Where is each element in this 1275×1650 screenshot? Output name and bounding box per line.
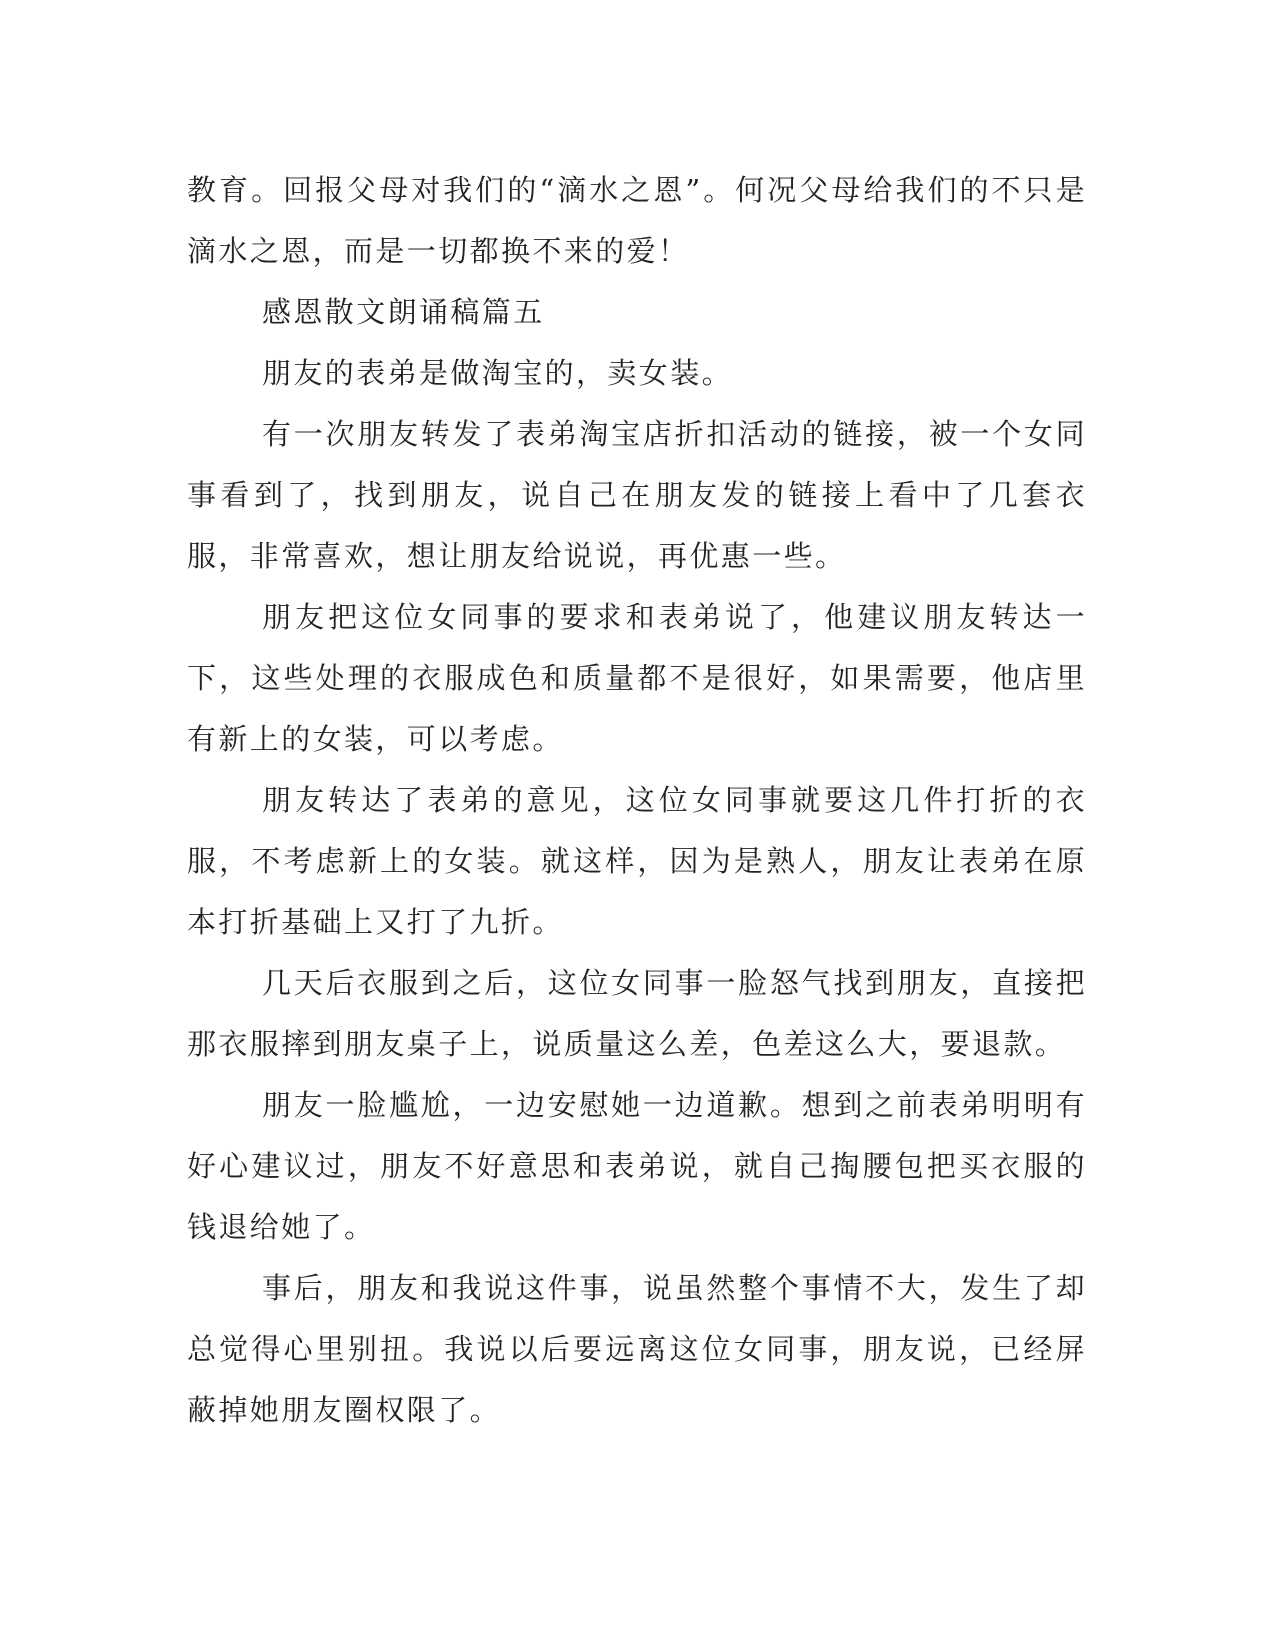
section-heading: 感恩散文朗诵稿篇五 <box>262 295 545 329</box>
paragraph-5: 朋友转达了表弟的意见，这位女同事就要这几件打折的衣服，不考虑新上的女装。就这样，因为是熟人，朋友让表弟在原本打折基础上又打了九折。 <box>187 783 1087 939</box>
document-body <box>187 160 1087 1441</box>
paragraph-1: 教育。回报父母对我们的“滴水之恩”。何况父母给我们的不只是滴水之恩，而是一切都换不来的爱！ <box>187 173 1087 268</box>
paragraph-3: 有一次朋友转发了表弟淘宝店折扣活动的链接，被一个女同事看到了，找到朋友，说自己在朋友发的链接上看中了几套衣服，非常喜欢，想让朋友给说说，再优惠一些。 <box>187 417 1087 573</box>
paragraph-4: 朋友把这位女同事的要求和表弟说了，他建议朋友转达一下，这些处理的衣服成色和质量都不是很好，如果需要，他店里有新上的女装，可以考虑。 <box>187 600 1087 756</box>
paragraph-7: 朋友一脸尴尬，一边安慰她一边道歉。想到之前表弟明明有好心建议过，朋友不好意思和表弟说，就自己掏腰包把买衣服的钱退给她了。 <box>187 1088 1087 1244</box>
paragraph-6: 几天后衣服到之后，这位女同事一脸怒气找到朋友，直接把那衣服摔到朋友桌子上，说质量这么差，色差这么大，要退款。 <box>187 966 1087 1061</box>
paragraph-8: 事后，朋友和我说这件事，说虽然整个事情不大，发生了却总觉得心里别扭。我说以后要远离这位女同事，朋友说，已经屏蔽掉她朋友圈权限了。 <box>187 1271 1087 1427</box>
paragraph-2: 朋友的表弟是做淘宝的，卖女装。 <box>262 356 734 390</box>
